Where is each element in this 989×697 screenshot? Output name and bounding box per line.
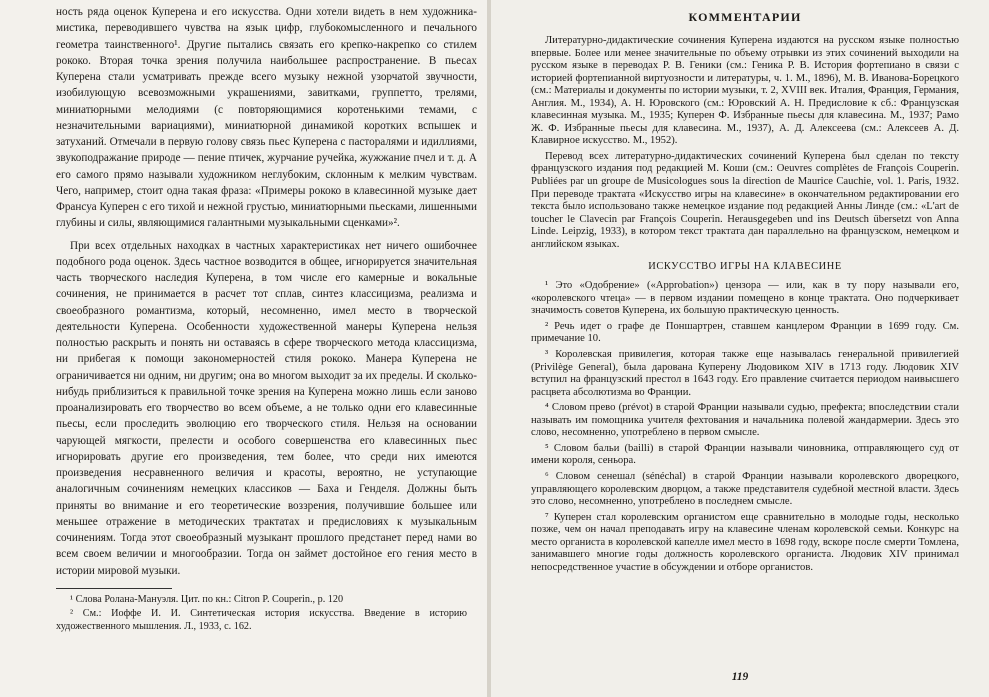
note: ⁵ Словом бальи (baillі) в старой Франции называли чиновника, отправляющего суд от имени короля, сеньора. — [531, 442, 959, 467]
paragraph: Перевод всех литературно-дидактических сочинений Куперена был сделан по тексту французского издания под редакцией М. Коши (см.: Oeuvres complètes de François Couperin. Publiées par un groupe de Musicologues sous la direction de Maurice Cauchie, vol. 1. Paris, 1932. При переводе трактата «Искусство игры на клавесине» в окончательном редактировании его текста было использовано также немецкое издание под редакцией Анны Линде (см.: «L'art de toucher le Clavecin par François Couperin. Herausgegeben und ins Deutsch übersetzt von Anna Linde. Leipzig, 1933), в котором текст трактата дан параллельно на французском, немецком и английском языках. — [531, 150, 959, 250]
paragraph: При всех отдельных находках в частных характеристиках нет ничего ошибочнее подобного рода оценок. Здесь частное возводится в общее, игнорируется значительная часть творческого наследия Куперена, в том числе его камерные и вокальные сочинения, не принимается в расчет тот сплав, синтез классицизма, реализма и своеобразного романтизма, который, несомненно, имел место в творческой деятельности Куперена. Особенности художественной манеры Куперена нельзя полностью раскрыть и понять ни оставаясь в сфере творческого метода классицизма, ни прибегая к помощи закономерностей стиля рококо. Манера Куперена не ограничивается ни одним, ни другим; она во многом выходит за их пределы. И сколько-нибудь приблизиться к правильной точке зрения на Куперена можно лишь если заново проанализировать его творчество во всем объеме, а не только одни его клавесинные пьесы, если проследить эволюцию его творческого стиля. Нельзя на основании чарующей мягкости, прелести и особого совершенства его клавесинных пьес игнорировать другие его произведения, тем более, что среди них имеются произведения несравненного величия и красоты, вероятно, не уступающие аналогичным сочинениям немецких классиков — Баха и Генделя. Должны быть приняты во внимание и его теоретические воззрения, получившие большее или меньшее отражение в методических трактатах и предисловиях к музыкальным сочинениям. Тогда этот своеобразный музыкант прошлого предстанет перед нами во всем своем величии и многообразии. Тогда он займет достойное его гения место в истории мировой музыки. — [56, 239, 477, 577]
footnote: ² См.: Иоффе И. И. Синтетическая история искусства. Введение в историю художественного мышления. Л., 1933, с. 162. — [56, 607, 467, 633]
commentary-intro — [531, 35, 959, 251]
page-number: 119 — [731, 671, 749, 683]
note: ¹ Это «Одобрение» («Approbation») цензора — или, как в ту пору называли его, «королевского чтеца» — в первом издании помещено в конце трактата. Оно подчеркивает значимость советов Куперена, их большую практическую ценность. — [531, 280, 959, 317]
right-page — [491, 0, 989, 697]
note: ⁶ Словом сенешал (sénéchal) в старой Франции называли королевского дворецкого, управляющего королевским дворцом, а также представителя судебной местной власти. Здесь это слово, несомненно, употреблено в последнем смысле. — [531, 470, 959, 508]
left-page — [0, 0, 487, 697]
footnotes — [56, 593, 467, 634]
body-text — [56, 4, 477, 579]
note: ⁷ Куперен стал королевским органистом еще сравнительно в молодые годы, несколько позже, чем он начал преподавать игру на клавесине членам королевской семьи. Конкурс на место органиста в королевской капелле имел место в 1698 году, вскоре после смерти Томлена, занимавшего многие годы должность королевского органиста. Людовик XIV принимал непосредственное участие в обсуждении и отборе органистов. — [531, 511, 959, 573]
paragraph: ность ряда оценок Куперена и его искусства. Одни хотели видеть в нем художника-мистика, переводившего чувства на язык цифр, глубокомысленного и печального геометра таинственного¹. Другие пытались связать его крепко-накрепко со стилем рококо. Вторая точка зрения получила наибольшее распространение. В пьесах Куперена стали усматривать прежде всего музыку нежной узорчатой звучности, изобилующую всевозможными украшениями, завитками, группетто, трелями, миниатюрными мелодиями (с повторяющимися коротенькими темами, с незначительными вариациями), миниатюрной динамикой коротких вспышек и затуханий. Отмечали в первую голову связь пьес Куперена с пасторалями и идиллиями, звукоподражание природе — пение птичек, журчание ручейка, жужжание пчел и т. д. А его самого прямо называли художником неглубоким, склонным к мелким чувствам. Чего, например, стоит одна такая фраза: «Примеры рококо в клавесинной музыке дает Франсуа Куперен с его тихой и нежной грустью, миниатюрными пьесками, лишенными глубины и силы, являющимися галантными музыкальными сценками»². — [56, 6, 477, 230]
commentary-notes — [531, 280, 959, 574]
note: ⁴ Словом прево (prévot) в старой Франции называли судью, префекта; впоследствии стали называть им помощника учителя фехтования и начальника полевой жандармерии. Здесь это слово, несомненно, употреблено в первом смысле. — [531, 402, 959, 439]
section-heading: ИСКУССТВО ИГРЫ НА КЛАВЕСИНЕ — [648, 261, 842, 273]
footnote: ¹ Слова Ролана-Мануэля. Цит. по кн.: Citron P. Couperin., p. 120 — [70, 593, 344, 605]
paragraph: Литературно-дидактические сочинения Куперена издаются на русском языке полностью впервые. Более или менее значительные по объему отрывки из этих сочинений выходили на русском языке в переводах Р. В. Геники (см.: Геника Р. В. История фортепиано в связи с историей фортепианной виртуозности и литературы, ч. 1. М., 1896), М. В. Иванова-Борецкого (см.: Материалы и документы по истории музыки, т. 2, XVIII век. Италия, Франция, Германия, Англия. М., 1934), А. Н. Юровского (см.: Юровский А. Н. Предисловие к сб.: Французская клавесинная музыка. М., 1935; Куперен Ф. Избранные пьесы для клавесина. М., 1937; Рамо Ж. Ф. Избранные пьесы для клавесина. М., 1937), А. Д. Алексеева (см.: Алексеев А. Д. Клавирное искусство. М., 1952). — [531, 35, 959, 147]
note: ³ Королевская привилегия, которая также еще называлась генеральной привилегией (Privilège General), была дарована Куперену Людовиком XIV в 1713 году. Людовик XIV вступил на французский престол в 1643 году. Его правление считается периодом наивысшего расцвета абсолютизма во Франции. — [531, 349, 959, 398]
note: ² Речь идет о графе де Поншартрен, ставшем канцлером Франции в 1699 году. См. примечание 10. — [531, 320, 959, 345]
page-heading: КОММЕНТАРИИ — [688, 10, 802, 24]
